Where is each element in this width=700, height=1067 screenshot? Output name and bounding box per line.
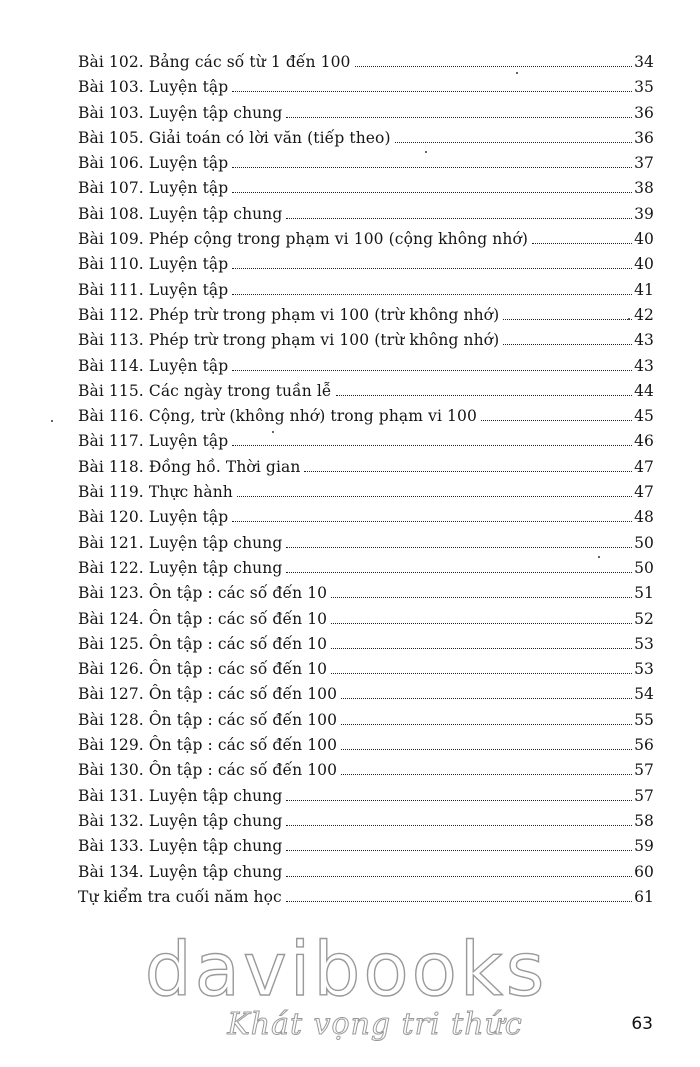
toc-entry	[78, 303, 654, 328]
toc-entry-title: Bài 103. Luyện tập chung	[78, 103, 283, 122]
toc-entry	[78, 404, 654, 429]
toc-entry	[78, 556, 654, 581]
toc-entry-title: Bài 134. Luyện tập chung	[78, 862, 283, 881]
toc-entry-page-number: 38	[634, 179, 654, 198]
toc-entry-page-number: 57	[634, 786, 654, 805]
toc-entry-title: Bài 120. Luyện tập	[78, 508, 229, 527]
toc-entry-title: Bài 123. Ôn tập : các số đến 10	[78, 584, 328, 603]
toc-entry-title: Bài 117. Luyện tập	[78, 432, 229, 451]
toc-dot-leader	[481, 420, 632, 421]
toc-dot-leader	[503, 344, 632, 345]
toc-entry	[78, 354, 654, 379]
toc-dot-leader	[286, 117, 632, 118]
toc-entry	[78, 50, 654, 75]
toc-dot-leader	[232, 445, 632, 446]
scan-speck	[516, 72, 518, 74]
toc-entry-title: Bài 118. Đồng hồ. Thời gian	[78, 457, 301, 476]
toc-entry-title: Bài 113. Phép trừ trong phạm vi 100 (trừ không nhớ)	[78, 331, 500, 350]
scan-speck	[598, 556, 600, 558]
toc-entry	[78, 75, 654, 100]
toc-dot-leader	[532, 243, 632, 244]
toc-dot-leader	[232, 294, 632, 295]
toc-entry-title: Bài 131. Luyện tập chung	[78, 786, 283, 805]
watermark-slogan: Khát vọng tri thức	[227, 1007, 523, 1042]
toc-dot-leader	[355, 66, 633, 67]
toc-entry	[78, 531, 654, 556]
toc-entry	[78, 429, 654, 454]
watermark	[0, 928, 700, 1042]
toc-dot-leader	[503, 319, 632, 320]
toc-dot-leader	[237, 496, 632, 497]
toc-entry-page-number: 36	[634, 128, 654, 147]
toc-entry-title: Bài 126. Ôn tập : các số đến 10	[78, 660, 328, 679]
toc-entry-page-number: 45	[634, 407, 654, 426]
toc-entry	[78, 809, 654, 834]
toc-entry	[78, 784, 654, 809]
toc-entry	[78, 227, 654, 252]
toc-entry	[78, 126, 654, 151]
toc-entry-page-number: 34	[634, 53, 654, 71]
toc-entry	[78, 176, 654, 201]
toc-entry-page-number: 52	[634, 609, 654, 628]
toc-entry-page-number: 53	[634, 634, 654, 653]
toc-dot-leader	[286, 547, 632, 548]
toc-entry-title: Bài 127. Ôn tập : các số đến 100	[78, 685, 338, 704]
toc-dot-leader	[232, 521, 632, 522]
toc-entry-title: Bài 133. Luyện tập chung	[78, 837, 283, 856]
toc-dot-leader	[286, 218, 632, 219]
scan-speck	[272, 431, 274, 433]
watermark-brand: davibooks	[144, 927, 548, 1013]
toc-entry	[78, 151, 654, 176]
toc-entry-title: Bài 106. Luyện tập	[78, 154, 229, 173]
toc-entry-page-number: 42	[634, 305, 654, 324]
toc-entry	[78, 632, 654, 657]
toc-entry	[78, 202, 654, 227]
toc-entry	[78, 252, 654, 277]
toc-entry-title: Tự kiểm tra cuối năm học	[78, 887, 282, 906]
toc-entry-title: Bài 121. Luyện tập chung	[78, 533, 283, 552]
toc-dot-leader	[286, 850, 632, 851]
toc-dot-leader	[286, 572, 632, 573]
toc-dot-leader	[331, 623, 632, 624]
scan-speck	[51, 420, 53, 422]
toc-dot-leader	[341, 698, 632, 699]
toc-dot-leader	[341, 724, 632, 725]
toc-entry-page-number: 54	[634, 685, 654, 704]
toc-entry-page-number: 50	[634, 558, 654, 577]
toc-entry-title: Bài 130. Ôn tập : các số đến 100	[78, 761, 338, 780]
toc-entry-title: Bài 109. Phép cộng trong phạm vi 100 (cộng không nhớ)	[78, 230, 529, 249]
toc-entry-page-number: 47	[634, 483, 654, 502]
toc-entry	[78, 657, 654, 682]
toc-entry-title: Bài 108. Luyện tập chung	[78, 204, 283, 223]
scan-speck	[628, 318, 630, 320]
toc-entry-page-number: 43	[634, 331, 654, 350]
toc-entry-page-number: 40	[634, 230, 654, 249]
toc-entry-title: Bài 115. Các ngày trong tuần lễ	[78, 381, 332, 400]
toc-entry	[78, 278, 654, 303]
toc-entry	[78, 581, 654, 606]
toc-entry-page-number: 56	[634, 736, 654, 755]
toc-entry	[78, 885, 654, 910]
toc-dot-leader	[232, 192, 632, 193]
toc-entry	[78, 758, 654, 783]
toc-entry-page-number: 50	[634, 533, 654, 552]
toc-dot-leader	[395, 142, 632, 143]
toc-dot-leader	[232, 370, 632, 371]
toc-entry-title: Bài 119. Thực hành	[78, 483, 233, 502]
toc-entry-title: Bài 128. Ôn tập : các số đến 100	[78, 710, 338, 729]
toc-entry	[78, 455, 654, 480]
toc-dot-leader	[232, 268, 632, 269]
toc-entry	[78, 379, 654, 404]
toc-entry-page-number: 47	[634, 457, 654, 476]
toc-entry-title: Bài 110. Luyện tập	[78, 255, 229, 274]
toc-dot-leader	[286, 876, 632, 877]
toc-entry-page-number: 61	[634, 887, 654, 906]
toc-entry-page-number: 35	[634, 78, 654, 97]
toc-entry-title: Bài 107. Luyện tập	[78, 179, 229, 198]
toc-entry-title: Bài 124. Ôn tập : các số đến 10	[78, 609, 328, 628]
toc-dot-leader	[286, 800, 632, 801]
toc-entry-page-number: 39	[634, 204, 654, 223]
toc-entry	[78, 607, 654, 632]
toc-dot-leader	[286, 825, 632, 826]
toc-entry-page-number: 40	[634, 255, 654, 274]
toc-entry-page-number: 43	[634, 356, 654, 375]
toc-entry	[78, 733, 654, 758]
toc-entry-page-number: 37	[634, 154, 654, 173]
toc-entry	[78, 834, 654, 859]
toc-dot-leader	[304, 471, 632, 472]
toc-entry	[78, 860, 654, 885]
table-of-contents	[78, 50, 654, 910]
toc-dot-leader	[341, 749, 632, 750]
toc-dot-leader	[336, 395, 632, 396]
toc-entry-page-number: 44	[634, 381, 654, 400]
toc-entry-title: Bài 125. Ôn tập : các số đến 10	[78, 634, 328, 653]
toc-entry-page-number: 41	[634, 280, 654, 299]
toc-entry	[78, 480, 654, 505]
toc-entry-title: Bài 112. Phép trừ trong phạm vi 100 (trừ không nhớ)	[78, 305, 500, 324]
toc-entry-page-number: 51	[634, 584, 654, 603]
toc-entry-page-number: 55	[634, 710, 654, 729]
scan-speck	[425, 151, 427, 153]
toc-entry-page-number: 53	[634, 660, 654, 679]
toc-entry-title: Bài 105. Giải toán có lời văn (tiếp theo)	[78, 128, 391, 147]
toc-entry-page-number: 48	[634, 508, 654, 527]
toc-entry-page-number: 46	[634, 432, 654, 451]
toc-entry-page-number: 57	[634, 761, 654, 780]
toc-entry	[78, 101, 654, 126]
toc-entry	[78, 708, 654, 733]
toc-entry-title: Bài 114. Luyện tập	[78, 356, 229, 375]
toc-entry	[78, 505, 654, 530]
toc-entry-title: Bài 129. Ôn tập : các số đến 100	[78, 736, 338, 755]
toc-entry	[78, 682, 654, 707]
toc-dot-leader	[331, 648, 632, 649]
toc-entry-title: Bài 111. Luyện tập	[78, 280, 229, 299]
toc-dot-leader	[232, 91, 632, 92]
toc-entry-title: Bài 122. Luyện tập chung	[78, 558, 283, 577]
toc-entry	[78, 328, 654, 353]
toc-entry-page-number: 36	[634, 103, 654, 122]
toc-dot-leader	[286, 901, 632, 902]
toc-entry-page-number: 59	[634, 837, 654, 856]
toc-entry-page-number: 58	[634, 811, 654, 830]
toc-entry-title: Bài 103. Luyện tập	[78, 78, 229, 97]
toc-entry-title: Bài 102. Bảng các số từ 1 đến 100	[78, 53, 351, 71]
toc-dot-leader	[331, 673, 632, 674]
toc-dot-leader	[341, 774, 632, 775]
toc-dot-leader	[331, 597, 632, 598]
toc-entry-title: Bài 132. Luyện tập chung	[78, 811, 283, 830]
page-number: 63	[631, 1014, 653, 1034]
toc-dot-leader	[232, 167, 632, 168]
toc-entry-title: Bài 116. Cộng, trừ (không nhớ) trong phạm vi 100	[78, 407, 477, 426]
toc-entry-page-number: 60	[634, 862, 654, 881]
